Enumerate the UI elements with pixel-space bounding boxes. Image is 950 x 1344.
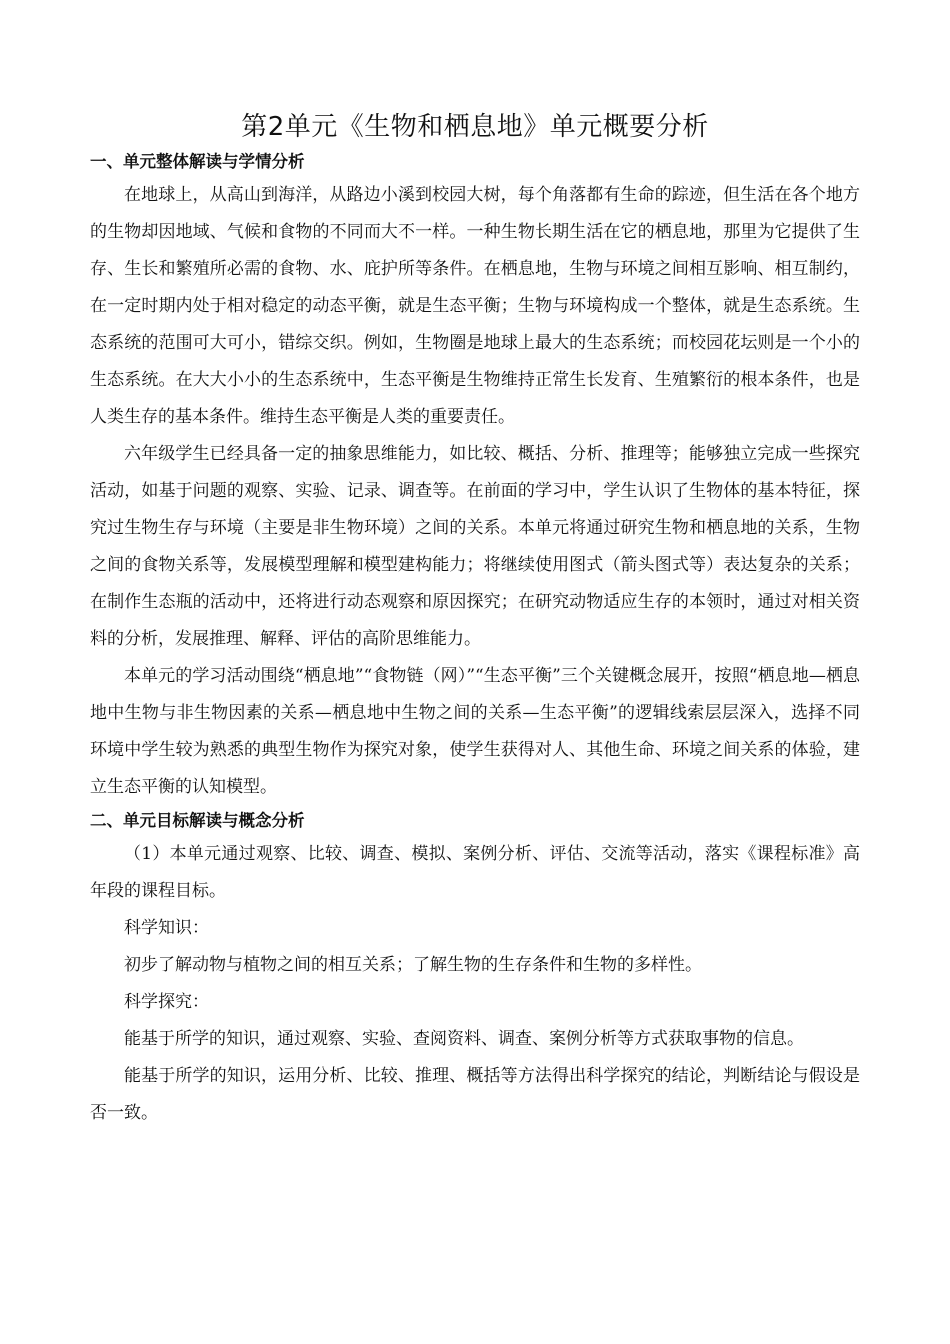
document-page <box>90 107 860 1132</box>
section2-paragraph: 能基于所学的知识，运用分析、比较、推理、概括等方法得出科学探究的结论，判断结论与假设是否一致。 <box>90 1066 860 1123</box>
section1-paragraph: 在地球上，从高山到海洋，从路边小溪到校园大树，每个角落都有生命的踪迹，但生活在各个地方的生物却因地域、气候和食物的不同而大不一样。一种生物长期生活在它的栖息地，那里为它提供了生存、生长和繁殖所必需的食物、水、庇护所等条件。在栖息地，生物与环境之间相互影响、相互制约，在一定时期内处于相对稳定的动态平衡，就是生态平衡；生物与环境构成一个整体，就是生态系统。生态系统的范围可大可小，错综交织。例如，生物圈是地球上最大的生态系统；而校园花坛则是一个小的生态系统。在大大小小的生态系统中，生态平衡是生物维持正常生长发育、生殖繁衍的根本条件，也是人类生存的基本条件。维持生态平衡是人类的重要责任。 <box>90 185 860 427</box>
section2-label-knowledge: 科学知识： <box>124 918 209 938</box>
section2-paragraph: 能基于所学的知识，通过观察、实验、查阅资料、调查、案例分析等方式获取事物的信息。 <box>124 1029 804 1049</box>
document-title: 第2单元《生物和栖息地》单元概要分析 <box>241 112 709 142</box>
section-heading-2: 二、单元目标解读与概念分析 <box>90 811 305 830</box>
section-heading-1: 一、单元整体解读与学情分析 <box>90 152 305 171</box>
section2-paragraph: 初步了解动物与植物之间的相互关系；了解生物的生存条件和生物的多样性。 <box>124 955 702 975</box>
section2-paragraph: （1）本单元通过观察、比较、调查、模拟、案例分析、评估、交流等活动，落实《课程标准》高年段的课程目标。 <box>90 844 860 901</box>
section2-label-inquiry: 科学探究： <box>124 992 209 1012</box>
section1-paragraph: 六年级学生已经具备一定的抽象思维能力，如比较、概括、分析、推理等；能够独立完成一些探究活动，如基于问题的观察、实验、记录、调查等。在前面的学习中，学生认识了生物体的基本特征，探究过生物生存与环境（主要是非生物环境）之间的关系。本单元将通过研究生物和栖息地的关系，生物之间的食物关系等，发展模型理解和模型建构能力；将继续使用图式（箭头图式等）表达复杂的关系；在制作生态瓶的活动中，还将进行动态观察和原因探究；在研究动物适应生存的本领时，通过对相关资料的分析，发展推理、解释、评估的高阶思维能力。 <box>90 444 860 649</box>
section1-paragraph: 本单元的学习活动围绕“栖息地”“食物链（网）”“生态平衡”三个关键概念展开，按照“栖息地—栖息地中生物与非生物因素的关系—栖息地中生物之间的关系—生态平衡”的逻辑线索层层深入，选择不同环境中学生较为熟悉的典型生物作为探究对象，使学生获得对人、其他生命、环境之间关系的体验，建立生态平衡的认知模型。 <box>90 666 860 797</box>
